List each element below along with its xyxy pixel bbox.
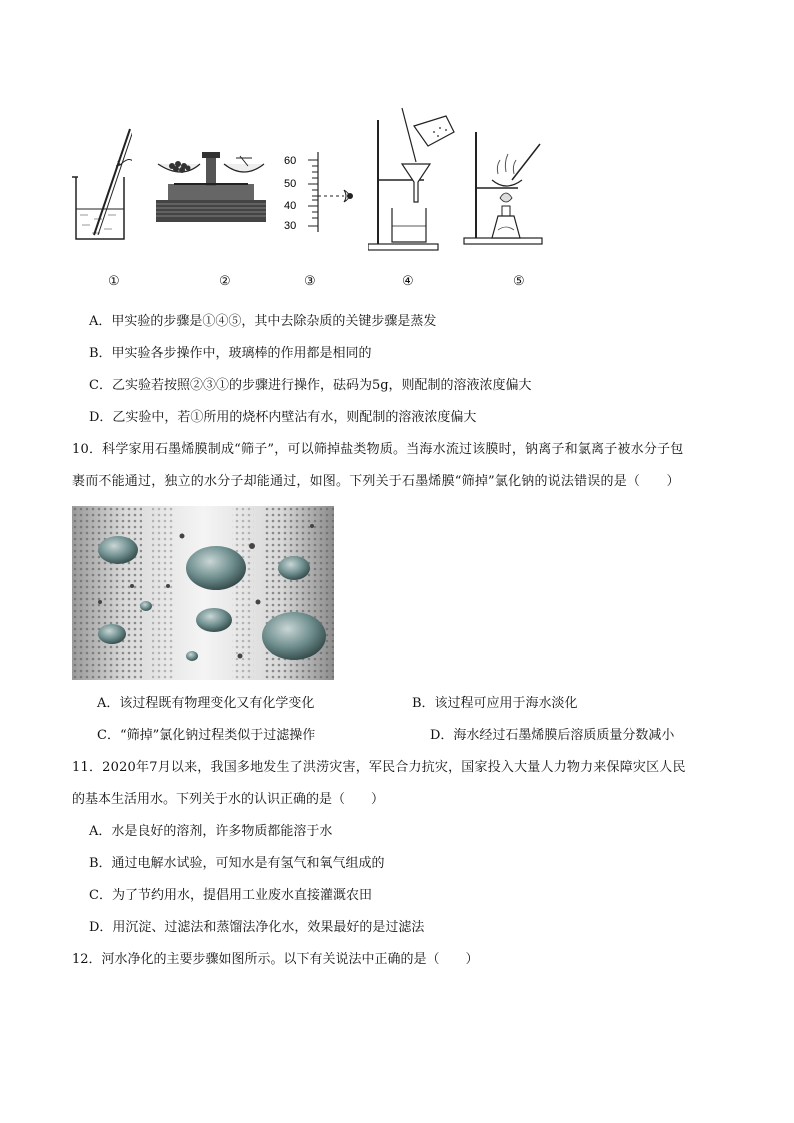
scale-tick-label: 50 [284, 178, 297, 190]
question-stem-line: 11．2020年7月以来，我国多地发生了洪涝灾害，军民合力抗灾，国家投入大量人力物力来保障灾区人民 [72, 760, 686, 775]
beaker-stirring-diagram [70, 125, 132, 245]
measuring-cylinder-diagram [282, 148, 362, 236]
filtration-diagram [368, 106, 458, 254]
question-stem-line: 10．科学家用石墨烯膜制成“筛子”，可以筛掉盐类物质。当海水流过该膜时，钠离子和氯离子被水分子包 [72, 442, 684, 457]
graphene-membrane-photo [72, 506, 334, 680]
option-a: A．该过程既有物理变化又有化学变化 [97, 696, 315, 711]
scale-tick-label: 40 [284, 200, 297, 212]
figure-label-5: ⑤ [513, 274, 525, 289]
option-b: B．甲实验各步操作中，玻璃棒的作用都是相同的 [89, 346, 372, 361]
question-stem-line: 裹而不能通过，独立的水分子却能通过，如图。下列关于石墨烯膜“筛掉”氯化钠的说法错误的是（ ） [72, 474, 680, 489]
balance-scale-diagram [152, 150, 270, 226]
option-d: D．用沉淀、过滤法和蒸馏法净化水，效果最好的是过滤法 [89, 920, 425, 935]
figure-label-4: ④ [402, 274, 414, 289]
option-c: C．为了节约用水，提倡用工业废水直接灌溉农田 [89, 888, 372, 903]
scale-tick-label: 30 [284, 220, 297, 232]
option-c: C．“筛掉”氯化钠过程类似于过滤操作 [97, 728, 316, 743]
evaporation-diagram [462, 126, 548, 248]
question-stem-line: 的基本生活用水。下列关于水的认识正确的是（ ） [72, 792, 385, 807]
option-d: D．海水经过石墨烯膜后溶质质量分数减小 [430, 728, 675, 743]
figure-label-1: ① [108, 274, 120, 289]
question-stem-line: 12．河水净化的主要步骤如图所示。以下有关说法中正确的是（ ） [72, 952, 479, 967]
option-a: A．甲实验的步骤是①④⑤，其中去除杂质的关键步骤是蒸发 [89, 314, 437, 329]
option-a: A．水是良好的溶剂，许多物质都能溶于水 [89, 824, 333, 839]
scale-tick-label: 60 [284, 155, 297, 167]
option-d: D．乙实验中，若①所用的烧杯内壁沾有水，则配制的溶液浓度偏大 [89, 410, 477, 425]
figure-label-2: ② [219, 274, 231, 289]
figure-label-3: ③ [304, 274, 316, 289]
option-b: B．该过程可应用于海水淡化 [412, 696, 578, 711]
option-b: B．通过电解水试验，可知水是有氢气和氧气组成的 [89, 856, 385, 871]
option-c: C．乙实验若按照②③①的步骤进行操作，砝码为5g，则配制的溶液浓度偏大 [89, 378, 532, 393]
